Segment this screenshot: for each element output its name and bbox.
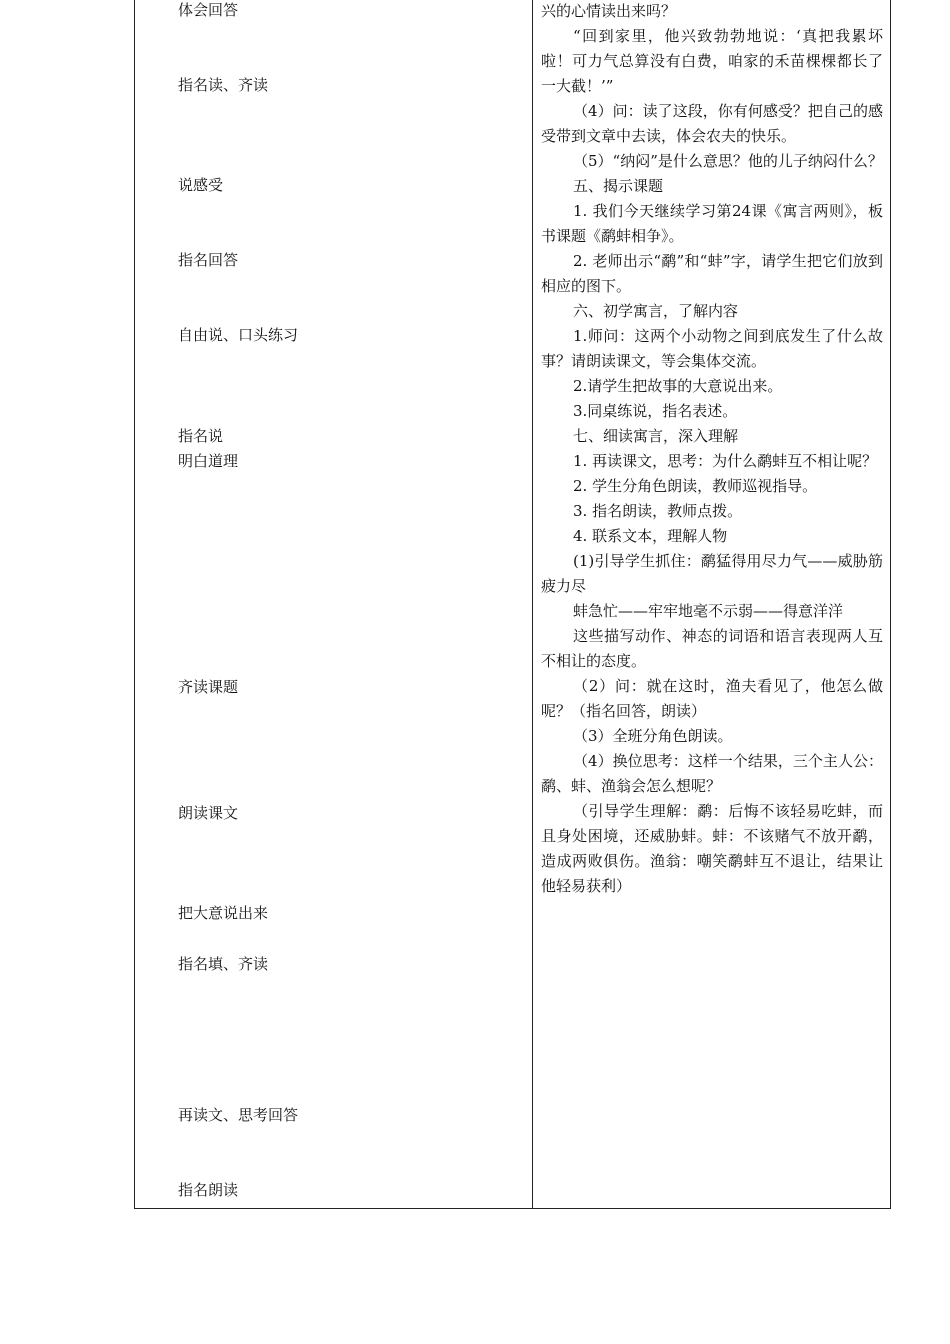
student-activity-8: 齐读课题 [178,678,239,696]
process-line: 1. 再读课文，思考：为什么鹬蚌互不相让呢？ [573,452,878,470]
process-line: （引导学生理解：鹬：后悔不该轻易吃蚌，而且身处困境，还威胁蚌。蚌：不该赌气不放开鹬，造成两败俱伤。渔翁：嘲笑鹬蚌互不退让，结果让他轻易获利） [541,802,883,895]
student-activity-12: 再读文、思考回答 [178,1106,299,1124]
process-line: 4. 联系文本，理解人物 [573,527,728,545]
student-activity-4: 指名回答 [178,251,239,269]
section-heading: 五、揭示课题 [573,177,664,195]
process-line: 3. 指名朗读，教师点拨。 [573,502,743,520]
process-line: 3.同桌练说，指名表述。 [573,402,738,420]
process-line: （4）问：读了这段，你有何感受？把自己的感受带到文章中去读，体会农夫的快乐。 [541,102,883,145]
student-activity-1: 体会回答 [178,1,239,19]
process-line: 1.师问：这两个小动物之间到底发生了什么故事？请朗读课文，等会集体交流。 [541,327,883,370]
process-line: 2. 学生分角色朗读，教师巡视指导。 [573,477,818,495]
student-activity-5: 自由说、口头练习 [178,326,299,344]
student-activity-2: 指名读、齐读 [178,76,269,94]
section-heading: 七、细读寓言，深入理解 [573,427,739,445]
process-line: 兴的心情读出来吗？ [541,2,677,20]
student-activity-13: 指名朗读 [178,1181,239,1199]
process-line: 这些描写动作、神态的词语和语言表现两人互不相让的态度。 [541,627,883,670]
column-divider [532,0,533,1208]
student-activity-10: 把大意说出来 [178,904,269,922]
student-activity-7: 明白道理 [178,452,239,470]
process-line: “回到家里，他兴致勃勃地说：‘真把我累坏啦！可力气总算没有白费，咱家的禾苗棵棵都长了一大截！’” [541,27,883,95]
process-line: （3）全班分角色朗读。 [573,727,733,745]
teaching-process-column [541,0,883,899]
process-line: （2）问：就在这时，渔夫看见了，他怎么做呢？（指名回答，朗读） [541,677,883,720]
process-line: 2.请学生把故事的大意说出来。 [573,377,783,395]
student-activity-11: 指名填、齐读 [178,955,269,973]
student-activity-9: 朗读课文 [178,804,239,822]
section-heading: 六、初学寓言，了解内容 [573,302,739,320]
process-line: （4）换位思考：这样一个结果，三个主人公：鹬、蚌、渔翁会怎么想呢？ [541,752,883,795]
process-line: 1. 我们今天继续学习第24课《寓言两则》，板书课题《鹬蚌相争》。 [541,202,883,245]
process-line: （5）“纳闷”是什么意思？他的儿子纳闷什么？ [573,152,883,170]
student-activity-3: 说感受 [178,176,224,194]
student-activity-6: 指名说 [178,427,224,445]
process-line: (1)引导学生抓住：鹬猛得用尽力气——威胁筋疲力尽 [541,552,883,595]
process-line: 2. 老师出示“鹬”和“蚌”字，请学生把它们放到相应的图下。 [541,252,883,295]
process-line: 蚌急忙——牢牢地毫不示弱——得意洋洋 [573,602,844,620]
